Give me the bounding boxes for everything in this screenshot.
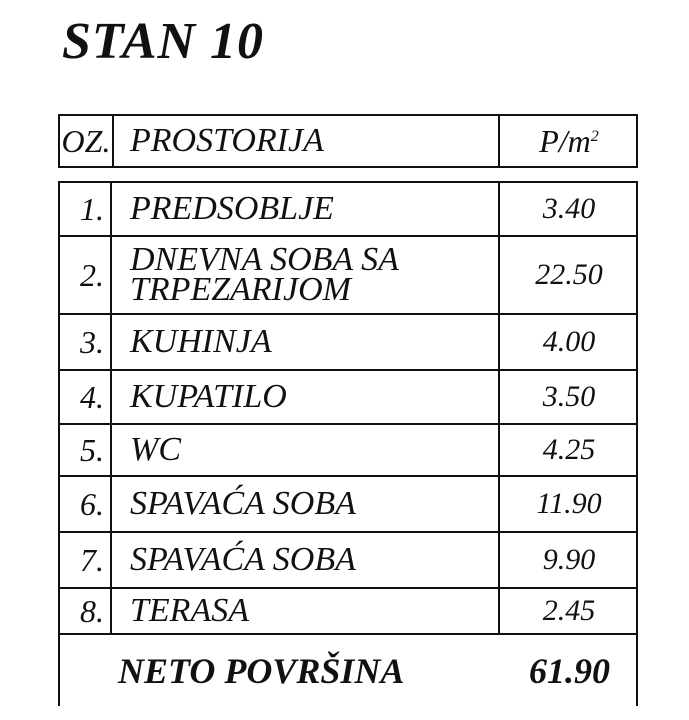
table-header xyxy=(58,114,638,168)
room-name: TERASA xyxy=(114,589,500,633)
room-area: 22.50 xyxy=(535,258,603,291)
row-number: 8. xyxy=(60,589,112,633)
table-row xyxy=(60,183,636,237)
page-title: STAN 10 xyxy=(62,13,265,70)
room-area: 2.45 xyxy=(542,594,596,627)
table-row xyxy=(60,425,636,477)
room-name: DNEVNA SOBA SA TRPEZARIJOM xyxy=(114,237,500,313)
table-row xyxy=(60,533,636,589)
header-area xyxy=(502,116,636,166)
row-number: 2. xyxy=(60,237,112,313)
row-number: 4. xyxy=(60,371,112,423)
header-number: OZ. xyxy=(60,116,114,166)
room-name: KUHINJA xyxy=(114,315,500,369)
row-number: 7. xyxy=(60,533,112,587)
room-name: KUPATILO xyxy=(114,371,500,423)
row-number: 6. xyxy=(60,477,112,531)
room-name: WC xyxy=(114,425,500,475)
room-name: SPAVAĆA SOBA xyxy=(114,477,500,531)
rooms-table xyxy=(58,181,638,706)
room-area: 4.25 xyxy=(542,433,596,466)
room-area: 4.00 xyxy=(542,325,596,358)
room-name: SPAVAĆA SOBA xyxy=(114,533,500,587)
total-label: NETO POVRŠINA xyxy=(118,650,405,691)
table-row xyxy=(60,589,636,635)
room-area: 3.40 xyxy=(542,192,596,225)
room-area: 11.90 xyxy=(536,487,602,520)
row-number: 1. xyxy=(60,183,112,235)
room-name: PREDSOBLJE xyxy=(114,183,500,235)
table-row xyxy=(60,371,636,425)
room-area: 9.90 xyxy=(542,543,596,576)
total-value: 61.90 xyxy=(529,650,610,691)
table-row xyxy=(60,237,636,315)
header-area-unit-exponent: 2 xyxy=(590,128,599,145)
table-row xyxy=(60,315,636,371)
header-area-label: P/m xyxy=(539,122,591,159)
table-row xyxy=(60,477,636,533)
row-number: 3. xyxy=(60,315,112,369)
header-room: PROSTORIJA xyxy=(114,116,500,166)
room-area: 3.50 xyxy=(542,380,596,413)
row-number: 5. xyxy=(60,425,112,475)
total-row xyxy=(60,635,636,706)
